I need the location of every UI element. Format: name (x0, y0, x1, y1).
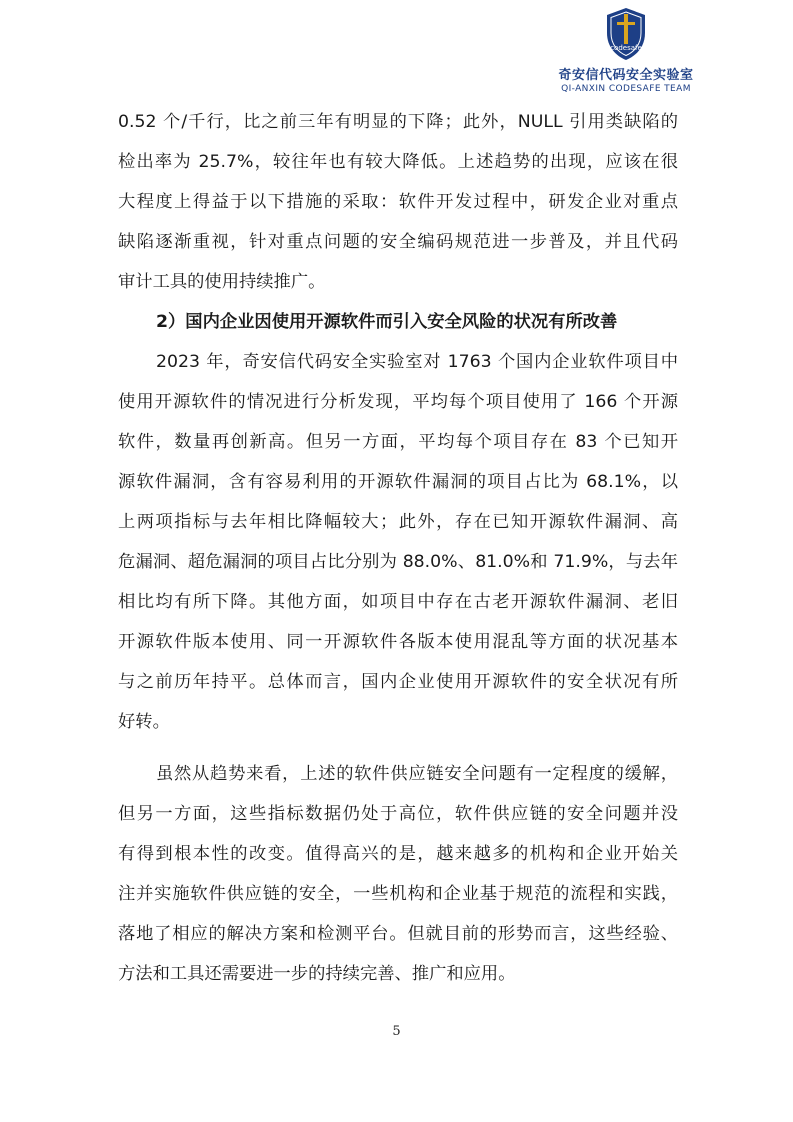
document-body (118, 102, 678, 994)
text-line: 0.52 个/千行，比之前三年有明显的下降；此外，NULL 引用类缺陷的 (118, 112, 678, 132)
text-line: 相比均有所下降。其他方面，如项目中存在古老开源软件漏洞、老旧 (118, 592, 678, 612)
logo-wordmark: codesafe (610, 44, 642, 52)
header-logo (551, 6, 701, 96)
paragraph (118, 754, 678, 994)
text-line: 软件，数量再创新高。但另一方面，平均每个项目存在 83 个已知开 (118, 432, 678, 452)
text-line: 大程度上得益于以下措施的采取：软件开发过程中，研发企业对重点 (118, 192, 678, 212)
text-line: 使用开源软件的情况进行分析发现，平均每个项目使用了 166 个开源 (118, 392, 678, 412)
text-line: 源软件漏洞，含有容易利用的开源软件漏洞的项目占比为 68.1%，以 (118, 472, 678, 492)
text-line: 上两项指标与去年相比降幅较大；此外，存在已知开源软件漏洞、高 (118, 512, 678, 532)
text-line: 但另一方面，这些指标数据仍处于高位，软件供应链的安全问题并没 (118, 804, 678, 824)
text-line: 注并实施软件供应链的安全，一些机构和企业基于规范的流程和实践， (118, 884, 678, 904)
org-name-en: QI-ANXIN CODESAFE TEAM (561, 84, 691, 94)
text-line: 2023 年，奇安信代码安全实验室对 1763 个国内企业软件项目中 (156, 352, 678, 372)
text-line: 开源软件版本使用、同一开源软件各版本使用混乱等方面的状况基本 (118, 632, 678, 652)
paragraph (118, 102, 678, 302)
text-line: 好转。 (118, 712, 170, 732)
org-name-cn: 奇安信代码安全实验室 (558, 68, 694, 83)
text-line: 危漏洞、超危漏洞的项目占比分别为 88.0%、81.0%和 71.9%，与去年 (118, 552, 678, 572)
text-line: 虽然从趋势来看，上述的软件供应链安全问题有一定程度的缓解， (156, 764, 678, 784)
section-heading: 2）国内企业因使用开源软件而引入安全风险的状况有所改善 (156, 312, 618, 332)
text-line: 落地了相应的解决方案和检测平台。但就目前的形势而言，这些经验、 (118, 924, 678, 944)
shield-logo-icon (604, 6, 648, 62)
text-line: 检出率为 25.7%，较往年也有较大降低。上述趋势的出现，应该在很 (118, 152, 678, 172)
text-line: 缺陷逐渐重视，针对重点问题的安全编码规范进一步普及，并且代码 (118, 232, 678, 252)
text-line: 审计工具的使用持续推广。 (118, 272, 326, 292)
text-line: 与之前历年持平。总体而言，国内企业使用开源软件的安全状况有所 (118, 672, 678, 692)
paragraph (118, 342, 678, 742)
text-line: 有得到根本性的改变。值得高兴的是，越来越多的机构和企业开始关 (118, 844, 678, 864)
page-number: 5 (392, 1024, 401, 1039)
text-line: 方法和工具还需要进一步的持续完善、推广和应用。 (118, 964, 516, 984)
